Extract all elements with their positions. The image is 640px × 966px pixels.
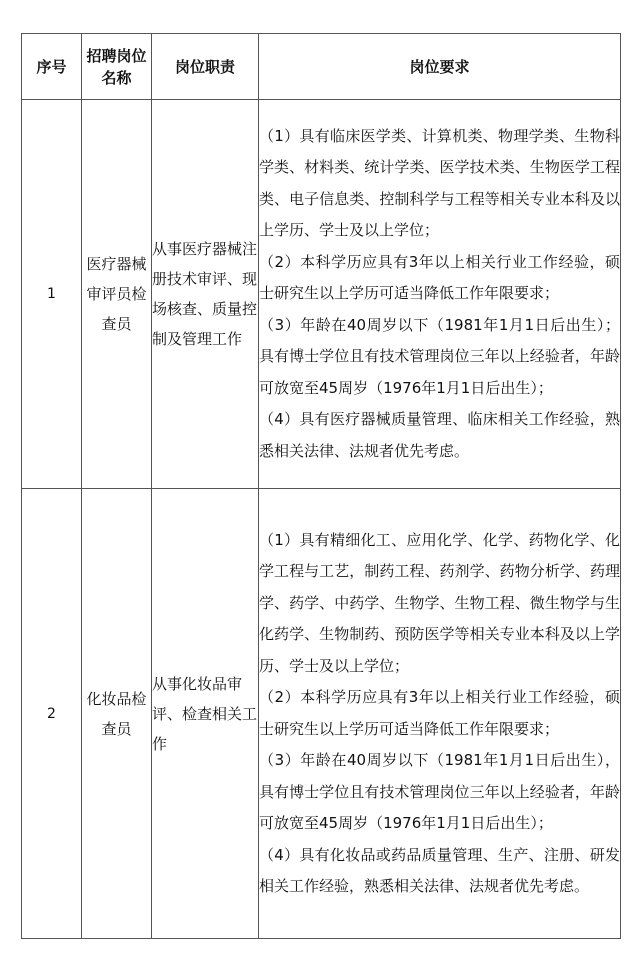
row-duty: 从事化妆品审评、检查相关工作 <box>152 489 259 939</box>
header-position-line2: 名称 <box>101 68 132 87</box>
header-position <box>82 34 152 100</box>
table-row <box>22 100 621 489</box>
requirement-item: （1）具有临床医学类、计算机类、物理学类、生物科学类、材料类、统计学类、医学技术类、生物医学工程类、电子信息类、控制科学与工程等相关专业本科及以上学历、学士及以上学位； <box>259 126 620 240</box>
row-duty: 从事医疗器械注册技术审评、现场核查、质量控制及管理工作 <box>152 100 259 489</box>
header-requirement: 岗位要求 <box>259 34 621 100</box>
requirement-item: （4）具有化妆品或药品质量管理、生产、注册、研发相关工作经验，熟悉相关法律、法规者优先考虑。 <box>259 845 620 895</box>
row-no: 2 <box>22 489 82 939</box>
table-header-row <box>22 34 621 100</box>
recruitment-table <box>21 33 621 939</box>
requirement-item: （2）本科学历应具有3年以上相关行业工作经验，硕士研究生以上学历可适当降低工作年限要求； <box>259 252 620 303</box>
requirement-item: （1）具有精细化工、应用化学、化学、药物化学、化学工程与工艺，制药工程、药剂学、药物分析学、药理学、药学、中药学、生物学、生物工程、微生物学与生化药学、生物制药、预防医学等相关专业本科及以上学历、学士及以上学位； <box>259 530 620 675</box>
header-position-line1: 招聘岗位 <box>86 46 147 65</box>
header-duty: 岗位职责 <box>152 34 259 100</box>
requirement-item: （4）具有医疗器械质量管理、临床相关工作经验，熟悉相关法律、法规者优先考虑。 <box>259 410 620 460</box>
requirement-item: （3）年龄在40周岁以下（1981年1月1日后出生），具有博士学位且有技术管理岗位三年以上经验者，年龄可放宽至45周岁（1976年1月1日后出生）； <box>259 751 620 832</box>
table-row <box>22 489 621 939</box>
row-requirements <box>259 489 621 939</box>
row-position: 化妆品检查员 <box>82 489 152 939</box>
header-no: 序号 <box>22 34 82 100</box>
row-no: 1 <box>22 100 82 489</box>
requirement-item: （3）年龄在40周岁以下（1981年1月1日后出生）；具有博士学位且有技术管理岗位三年以上经验者，年龄可放宽至45周岁（1976年1月1日后出生）； <box>259 315 620 397</box>
row-position: 医疗器械审评员检查员 <box>82 100 152 489</box>
requirement-item: （2）本科学历应具有3年以上相关行业工作经验，硕士研究生以上学历可适当降低工作年限要求； <box>259 688 620 738</box>
row-requirements <box>259 100 621 489</box>
